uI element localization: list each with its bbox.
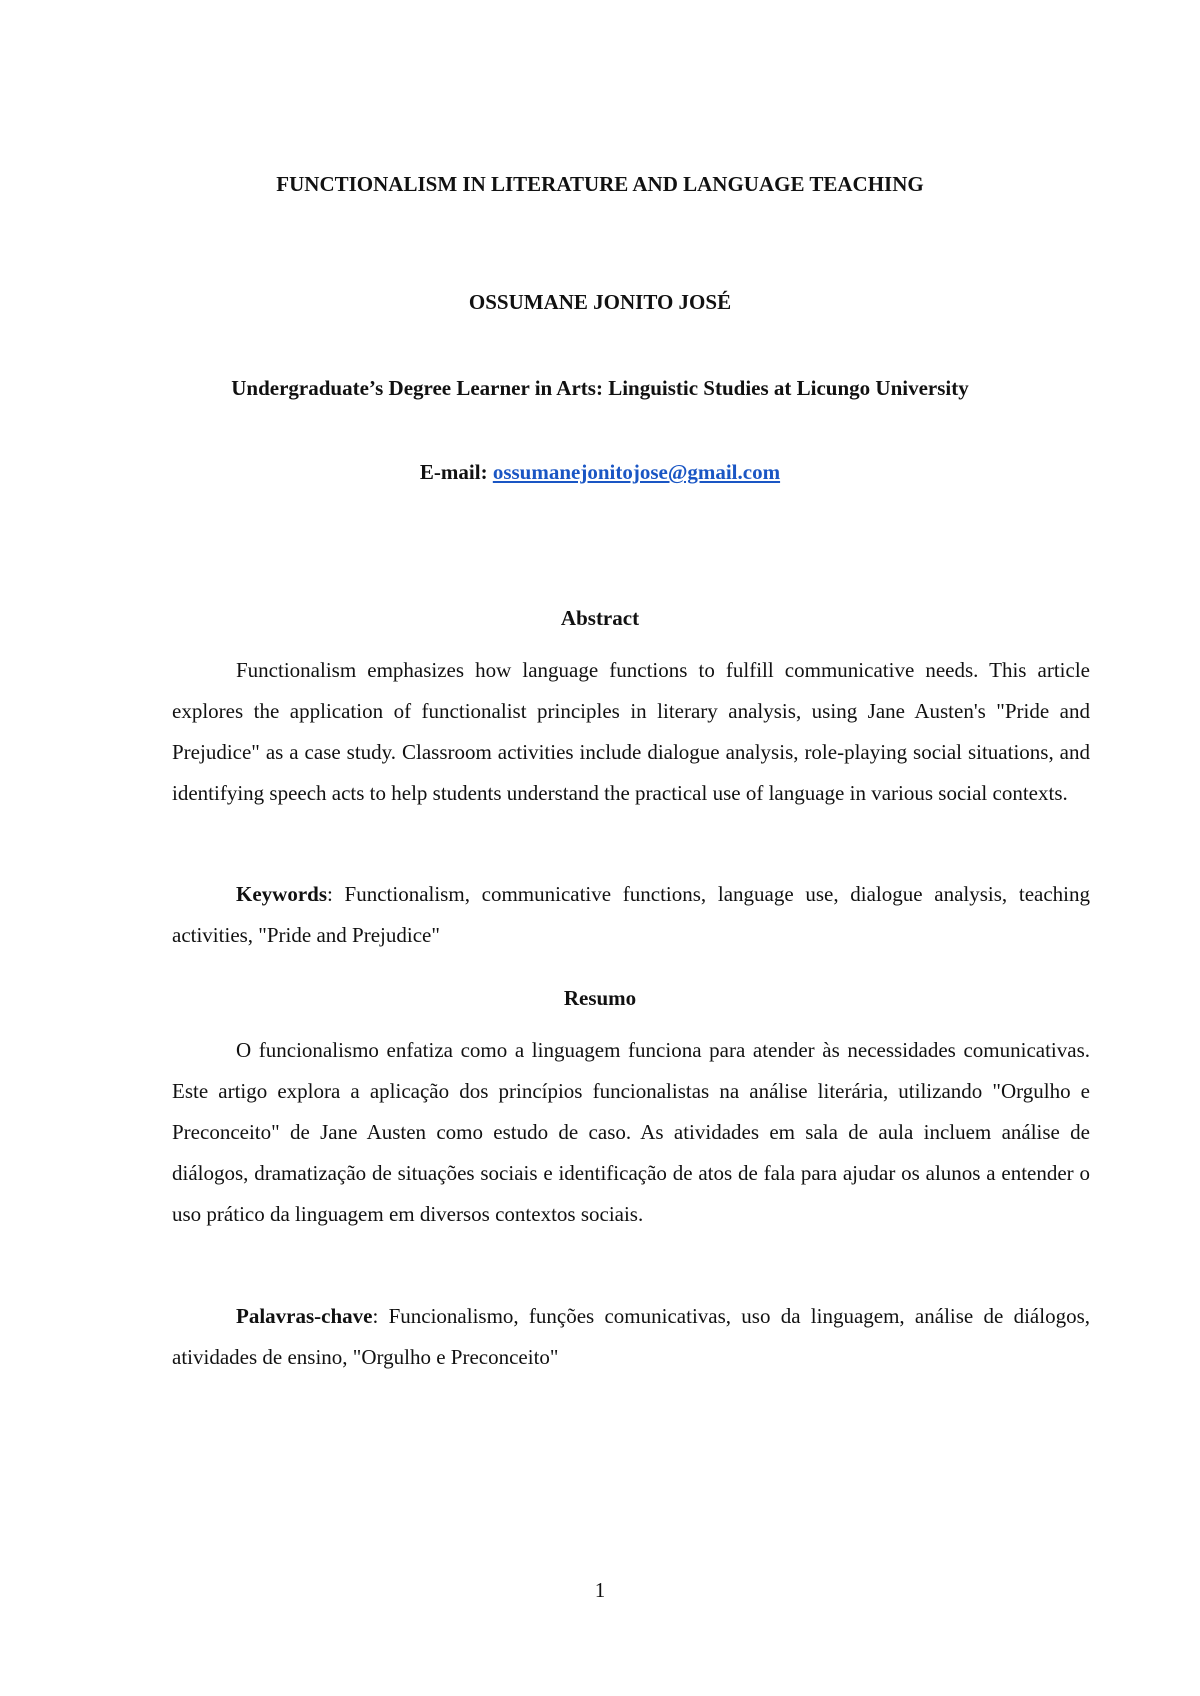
- resumo-body: O funcionalismo enfatiza como a linguagem funciona para atender às necessidades comunicativas. Este artigo explora a aplicação dos princípios funcionalistas na análise literária, utilizando "Orgulho e Preconceito" de Jane Austen como estudo de caso. As atividades em sala de aula incluem análise de diálogos, dramatização de situações sociais e identificação de atos de fala para ajudar os alunos a entender o uso prático da linguagem em diversos contextos sociais.: [172, 1038, 1090, 1226]
- palavras-chave-paragraph: [172, 1296, 1090, 1378]
- email-link[interactable]: ossumanejonitojose@gmail.com: [492, 460, 781, 484]
- abstract-body: Functionalism emphasizes how language functions to fulfill communicative needs. This article explores the application of functionalist principles in literary analysis, using Jane Austen's "Pride and Prejudice" as a case study. Classroom activities include dialogue analysis, role-playing social situations, and identifying speech acts to help students understand the practical use of language in various social contexts.: [172, 658, 1090, 805]
- paper-title: FUNCTIONALISM IN LITERATURE AND LANGUAGE TEACHING: [276, 172, 924, 196]
- palavras-chave-label: Palavras-chave: [236, 1304, 373, 1328]
- author-affiliation: Undergraduate’s Degree Learner in Arts: Linguistic Studies at Licungo University: [231, 376, 969, 400]
- email-line: [0, 460, 1200, 485]
- page-number: 1: [594, 1578, 606, 1602]
- email-label: E-mail:: [419, 460, 488, 484]
- author-name: OSSUMANE JONITO JOSÉ: [468, 290, 732, 314]
- resumo-heading: Resumo: [563, 986, 637, 1010]
- keywords-label: Keywords: [236, 882, 327, 906]
- keywords-paragraph: [172, 874, 1090, 956]
- palavras-chave-text: : Funcionalismo, funções comunicativas, uso da linguagem, análise de diálogos, atividades de ensino, "Orgulho e Preconceito": [172, 1304, 1090, 1369]
- keywords-text: : Functionalism, communicative functions, language use, dialogue analysis, teaching activities, "Pride and Prejudice": [172, 882, 1090, 947]
- abstract-heading: Abstract: [560, 606, 640, 630]
